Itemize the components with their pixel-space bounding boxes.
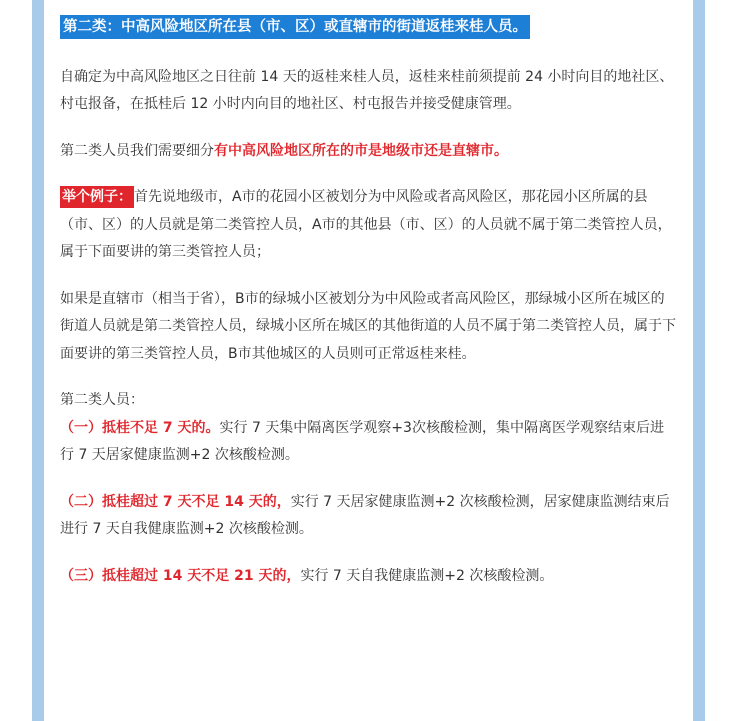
paragraph-2 <box>60 138 676 166</box>
heading-label: 第二类：中高风险地区所在县（市、区）或直辖市的街道返桂来桂人员。 <box>60 15 530 39</box>
left-border <box>32 0 44 721</box>
paragraph-4: 如果是直辖市（相当于省），B市的绿城小区被划分为中风险或者高风险区，那绿城小区所在城区的街道人员就是第二类管控人员，绿城小区所在城区的其他街道的人员不属于第二类管控人员，属于下面要讲的第三类管控人员，B市其他城区的人员则可正常返桂来桂。 <box>60 290 676 362</box>
item-title: （一）抵桂不足 7 天的。 <box>60 419 220 436</box>
paragraph-2-prefix: 第二类人员我们需要细分 <box>60 142 214 159</box>
example-tag: 举个例子： <box>60 186 134 208</box>
list-item <box>60 563 676 591</box>
list-title: 第二类人员： <box>60 392 144 408</box>
paragraph-2-highlight: 有中高风险地区所在的市是地级市还是直辖市。 <box>214 142 508 159</box>
example-text: 首先说地级市，A市的花园小区被划分为中风险或者高风险区，那花园小区所属的县（市、区）的人员就是第二类管控人员，A市的其他县（市、区）的人员就不属于第二类管控人员，属于下面要讲的第三类管控人员； <box>60 189 672 260</box>
list-item <box>60 489 676 544</box>
item-title: （二）抵桂超过 7 天不足 14 天的， <box>60 493 291 510</box>
item-text: 实行 7 天集中隔离医学观察+3次核酸检测，集中隔离医学观察结束后进行 7 天居家健康监测+2 次核酸检测。 <box>60 419 664 463</box>
example-paragraph <box>60 184 676 267</box>
paragraph-1: 自确定为中高风险地区之日往前 14 天的返桂来桂人员，返桂来桂前须提前 24 小时向目的地社区、村屯报备，在抵桂后 12 小时内向目的地社区、村屯报告并接受健康管理。 <box>60 68 674 112</box>
item-title: （三）抵桂超过 14 天不足 21 天的， <box>60 567 301 584</box>
item-text: 实行 7 天居家健康监测+2 次核酸检测，居家健康监测结束后进行 7 天自我健康监测+2 次核酸检测。 <box>60 493 670 537</box>
section-heading <box>60 14 676 42</box>
item-text: 实行 7 天自我健康监测+2 次核酸检测。 <box>300 567 554 584</box>
right-border <box>693 0 705 721</box>
list-item <box>60 415 676 470</box>
article-body <box>60 14 676 590</box>
